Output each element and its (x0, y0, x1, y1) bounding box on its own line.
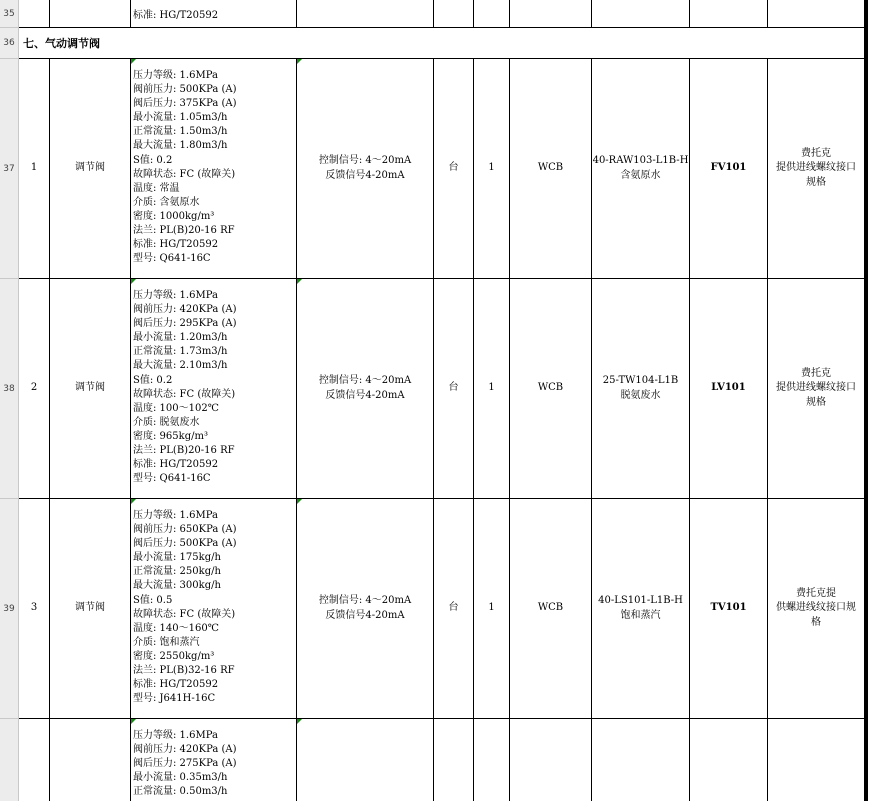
cell-signal[interactable]: 控制信号: 4～20mA 反馈信号4-20mA (297, 59, 434, 279)
cell-qty[interactable]: 1 (474, 499, 510, 719)
cell-line[interactable]: 25-TW104-L1B 脱氨废水 (592, 279, 690, 499)
cell-tag[interactable] (690, 719, 768, 801)
row-header-38[interactable]: 38 (0, 279, 19, 499)
cell-qty[interactable] (474, 719, 510, 801)
comment-marker[interactable] (131, 719, 136, 724)
cell-remark[interactable]: 费托克 提供进线螺纹接口 规格 (768, 279, 865, 499)
cell-line[interactable] (592, 719, 690, 801)
cell-signal[interactable]: 控制信号: 4～20mA 反馈信号4-20mA (297, 499, 434, 719)
cell-material[interactable]: WCB (510, 59, 592, 279)
cell-unit[interactable] (434, 0, 474, 28)
cell-seq[interactable] (19, 719, 50, 801)
comment-marker[interactable] (297, 499, 302, 504)
cell-tag[interactable]: LV101 (690, 279, 768, 499)
cell-specs[interactable]: 标准: HG/T20592 (131, 0, 297, 28)
cell-specs[interactable]: 压力等级: 1.6MPa 阀前压力: 650KPa (A) 阀后压力: 500KPa (A) 最小流量: 175kg/h 正常流量: 250kg/h 最大流量: 300kg/h S值: 0.5 故障状态: FC (故障关) 温度: 140～160℃ 介质: 饱和蒸汽 密度: 2550kg/m³ 法兰: PL(B)32-16 RF 标准: HG/T20592 型号: J641H-16C (131, 499, 297, 719)
cell-signal[interactable]: 控制信号: 4～20mA 反馈信号4-20mA (297, 279, 434, 499)
cell-qty[interactable]: 1 (474, 279, 510, 499)
cell-tag[interactable]: FV101 (690, 59, 768, 279)
section-title[interactable]: 七、气动调节阀 (19, 28, 865, 59)
cell-signal[interactable] (297, 0, 434, 28)
cell-name[interactable]: 调节阀 (50, 59, 131, 279)
cell-qty[interactable] (474, 0, 510, 28)
row-header-39[interactable]: 39 (0, 499, 19, 719)
cell-material[interactable] (510, 0, 592, 28)
cell-name[interactable] (50, 0, 131, 28)
row-header-37[interactable]: 37 (0, 59, 19, 279)
comment-marker[interactable] (297, 59, 302, 64)
print-area-boundary (865, 0, 868, 801)
cell-unit[interactable] (434, 719, 474, 801)
cell-name[interactable]: 调节阀 (50, 499, 131, 719)
comment-marker[interactable] (131, 279, 136, 284)
cell-specs[interactable]: 压力等级: 1.6MPa 阀前压力: 500KPa (A) 阀后压力: 375KPa (A) 最小流量: 1.05m3/h 正常流量: 1.50m3/h 最大流量: 1.80m3/h S值: 0.2 故障状态: FC (故障关) 温度: 常温 介质: 含氨原水 密度: 1000kg/m³ 法兰: PL(B)20-16 RF 标准: HG/T20592 型号: Q641-16C (131, 59, 297, 279)
cell-tag[interactable] (690, 0, 768, 28)
cell-name[interactable] (50, 719, 131, 801)
cell-material[interactable]: WCB (510, 499, 592, 719)
row-header-36[interactable]: 36 (0, 28, 19, 59)
cell-material[interactable] (510, 719, 592, 801)
cell-unit[interactable]: 台 (434, 499, 474, 719)
cell-remark[interactable] (768, 719, 865, 801)
cell-tag[interactable]: TV101 (690, 499, 768, 719)
comment-marker[interactable] (131, 499, 136, 504)
cell-remark[interactable] (768, 0, 865, 28)
row-header-35[interactable]: 35 (0, 0, 19, 28)
cell-line[interactable] (592, 0, 690, 28)
cell-remark[interactable]: 费托克 提供进线螺纹接口 规格 (768, 59, 865, 279)
comment-marker[interactable] (297, 719, 302, 724)
cell-line[interactable]: 40-RAW103-L1B-H 含氨原水 (592, 59, 690, 279)
cell-specs[interactable]: 压力等级: 1.6MPa 阀前压力: 420KPa (A) 阀后压力: 295KPa (A) 最小流量: 1.20m3/h 正常流量: 1.73m3/h 最大流量: 2.10m3/h S值: 0.2 故障状态: FC (故障关) 温度: 100～102℃ 介质: 脱氨废水 密度: 965kg/m³ 法兰: PL(B)20-16 RF 标准: HG/T20592 型号: Q641-16C (131, 279, 297, 499)
cell-seq[interactable] (19, 0, 50, 28)
cell-unit[interactable]: 台 (434, 59, 474, 279)
cell-seq[interactable]: 3 (19, 499, 50, 719)
cell-seq[interactable]: 1 (19, 59, 50, 279)
cell-unit[interactable]: 台 (434, 279, 474, 499)
cell-signal[interactable] (297, 719, 434, 801)
comment-marker[interactable] (131, 59, 136, 64)
cell-material[interactable]: WCB (510, 279, 592, 499)
cell-specs[interactable]: 压力等级: 1.6MPa 阀前压力: 420KPa (A) 阀后压力: 275KPa (A) 最小流量: 0.35m3/h 正常流量: 0.50m3/h (131, 719, 297, 801)
cell-remark[interactable]: 费托克提 供螺进线纹接口规 格 (768, 499, 865, 719)
cell-seq[interactable]: 2 (19, 279, 50, 499)
cell-qty[interactable]: 1 (474, 59, 510, 279)
comment-marker[interactable] (297, 279, 302, 284)
row-header-40[interactable] (0, 719, 19, 801)
cell-line[interactable]: 40-LS101-L1B-H 饱和蒸汽 (592, 499, 690, 719)
cell-name[interactable]: 调节阀 (50, 279, 131, 499)
